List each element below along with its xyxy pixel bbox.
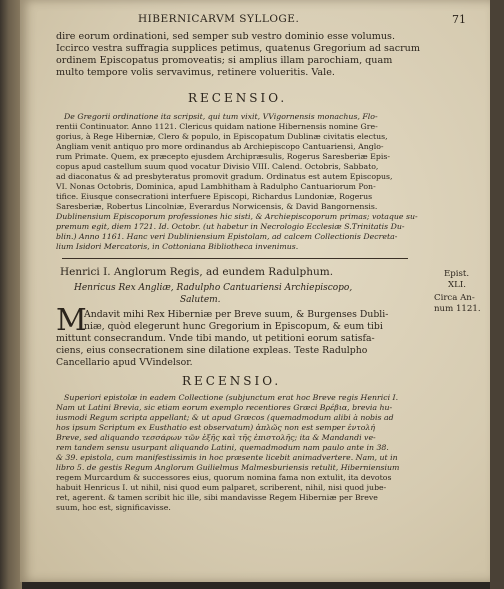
text-line: ret, agerent. & tamen scribit hic ille, sibi mandavisse Regem Hiberniæ per Breve bbox=[56, 493, 378, 502]
text-line: Andavit mihi Rex Hiberniæ per Breve suum, & Burgenses Dubli- bbox=[84, 309, 389, 320]
running-title: HIBERNICARVM SYLLOGE. bbox=[138, 13, 300, 25]
text-line: mittunt consecrandum. Vnde tibi mando, ut petitioni eorum satisfa- bbox=[56, 333, 375, 344]
text-line: Cancellario apud VVindelsor. bbox=[56, 357, 193, 368]
text-line: rem tandem sensu usurpant aliquando Latini, quemadmodum nam paulo ante in 38. bbox=[56, 443, 389, 452]
text-line: Dublinensium Episcoporum professiones hic sisti, & Archiepiscoporum primas; votaque su- bbox=[56, 212, 418, 221]
page-number: 71 bbox=[452, 13, 466, 26]
text-line: gorius, à Rege Hiberniæ, Clero & populo, in Episcopatum Dublinæ civitatis electus, bbox=[56, 132, 388, 141]
drop-cap: M bbox=[56, 303, 87, 338]
text-line: copus apud castellum suum quod vocatur Divisio VIII. Calend. Octobris, Sabbato, bbox=[56, 162, 379, 171]
book-gutter bbox=[0, 0, 22, 589]
letter-salutation: Salutem. bbox=[180, 295, 221, 305]
text-line: ordinem Episcopatus promoveatis; si amplius illam parochiam, quam bbox=[56, 55, 393, 66]
text-line: Nam ut Latini Brevia, sic etiam eorum exemplo recentiores Græci Βρέβια, brevia hu- bbox=[56, 403, 393, 412]
text-line: Angliam venit antiquo pro more ordinandus ab Archiepiscopo Cantuariensi, Anglo- bbox=[56, 142, 384, 151]
text-line: rum Primate. Quem, ex præcepto ejusdem Archipræsulis, Rogerus Saresberiæ Epis- bbox=[56, 152, 390, 161]
margin-note: Circa An- bbox=[434, 293, 475, 303]
text-line: Iccirco vestra suffragia supplices petimus, quatenus Gregorium ad sacrum bbox=[56, 43, 420, 54]
text-line: tifice. Eiusque consecrationi interfuere Episcopi, Richardus Lundoniæ, Rogerus bbox=[56, 192, 373, 201]
text-line: De Gregorii ordinatione ita scripsit, qui tum vixit, VVigornensis monachus, Flo- bbox=[64, 112, 378, 121]
text-line: suum, hoc est, significavisse. bbox=[56, 503, 171, 512]
text-line: premum egit, diem 1721. Id. Octobr. (ut habetur in Necrologio Ecclesiæ S.Trinitatis Du- bbox=[56, 222, 405, 231]
section-heading: RECENSIO. bbox=[188, 91, 288, 105]
letter-title: Henrici I. Anglorum Regis, ad eundem Radulphum. bbox=[60, 266, 334, 278]
text-line: rentii Continuator. Anno 1121. Clericus quidam natione Hibernensis nomine Gre- bbox=[56, 122, 378, 131]
text-line: lium Isidori Mercatoris, in Cottoniana Bibliotheca invenimus. bbox=[56, 242, 299, 251]
text-line: VI. Nonas Octobris, Dominica, apud Lambhitham à Radulpho Cantuariorum Pon- bbox=[56, 182, 376, 191]
margin-note: Epist. bbox=[444, 269, 470, 279]
text-line: habuit Henricus I. ut nihil, nisi quod eum palparet, scriberent, nihil, nisi quod jube- bbox=[56, 483, 387, 492]
margin-note: num 1121. bbox=[434, 304, 481, 314]
text-line: hos ipsum Scriptum ex Eusthatio est observatum) ἀπλῶς non est semper ἐντολή bbox=[56, 423, 376, 432]
letter-address: Henricus Rex Angliæ, Radulpho Cantuariensi Archiepiscopo, bbox=[74, 283, 353, 293]
text-line: Superiori epistolæ in eadem Collectione (subjunctum erat hoc Breve regis Henrici I. bbox=[64, 393, 399, 402]
text-line: iusmodi Regum scripta appellant; & ut apud Græcos (quemadmodum alibi à nobis ad bbox=[56, 413, 394, 422]
text-line: multo tempore volis servavimus, retinere volueritis. Vale. bbox=[56, 67, 335, 78]
section-heading: RECENSIO. bbox=[182, 374, 282, 388]
text-line: blin.) Anno 1161. Hanc veri Dubliniensium Epistolam, ad calcem Collectionis Decreta- bbox=[56, 232, 398, 241]
text-line: regem Murcardum & successores eius, quorum nomina fama non extulit, ita devotos bbox=[56, 473, 392, 482]
text-line: Saresberiæ, Robertus Lincolniæ, Everardus Norwicensis, & David Bangornensis. bbox=[56, 202, 378, 211]
text-line: libro 5. de gestis Regum Anglorum Guilielmus Malmesburiensis retulit, Hiberniensium bbox=[56, 463, 400, 472]
text-line: niæ, quòd elegerunt hunc Gregorium in Episcopum, & eum tibi bbox=[84, 321, 383, 332]
margin-note: XLI. bbox=[448, 280, 466, 290]
text-line: ad diaconatus & ad presbyteratus promovit gradum. Ordinatus est autem Episcopus, bbox=[56, 172, 393, 181]
text-line: Breve, sed aliquando τεσσάρων τῶν ἐξῆς καὶ τῆς ἐπιστολῆς; ita & Mandandi ve- bbox=[56, 433, 376, 442]
text-line: dire eorum ordinationi, sed semper sub vestro dominio esse volumus. bbox=[56, 31, 396, 42]
text-line: ciens, eius consecrationem sine dilatione expleas. Teste Radulpho bbox=[56, 345, 368, 356]
page-edge bbox=[490, 0, 504, 589]
text-line: & 39. epistola, cum manifestissimis in hoc præsente licebit animadvertere. Nam, ut in bbox=[56, 453, 398, 462]
section-divider bbox=[62, 258, 408, 259]
